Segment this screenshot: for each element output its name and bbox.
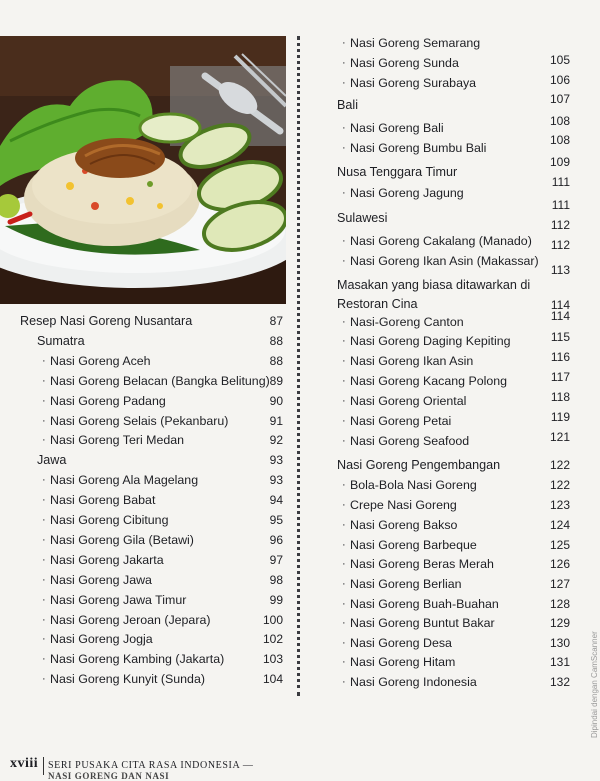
toc-entry-label: Nasi Goreng Bakso [350,518,458,532]
toc-page-number: 99 [269,592,283,607]
bullet-icon: · [342,598,346,610]
bullet-icon: · [342,37,346,49]
nasi-goreng-photo [0,36,286,304]
toc-entry-label: Nasi Goreng Indonesia [350,675,477,689]
toc-entry-label: Nasi Goreng Kunyit (Sunda) [50,672,205,687]
bullet-icon: · [342,676,346,688]
toc-page-number: 109 [549,155,570,169]
bullet-icon: · [342,122,346,134]
bullet-icon: · [42,613,46,626]
toc-entry-label: Nasi Goreng Jogja [50,632,153,647]
bullet-icon: · [342,656,346,668]
toc-page-number: 112 [550,218,570,232]
toc-page-number: 131 [549,655,570,669]
running-title: SERI PUSAKA CITA RASA INDONESIA — [48,760,254,771]
toc-page-number: 130 [549,636,570,650]
bullet-icon: · [42,573,46,586]
toc-entry-label: Nasi Goreng Desa [350,636,452,650]
toc-page-number: 114 [550,298,570,312]
toc-entry-label: Crepe Nasi Goreng [350,498,457,512]
bullet-icon: · [42,593,46,606]
toc-heading-label: Nasi Goreng Pengembangan [337,458,501,472]
toc-entry-label: Nasi Goreng Oriental [350,394,467,408]
toc-page-number: 111 [551,175,570,189]
toc-page-number: 115 [550,330,570,344]
page-number: xviii [10,756,39,771]
toc-page-number: 93 [269,453,283,468]
toc-entry-label: Nasi Goreng Buntut Bakar [350,616,495,630]
toc-entry-label: Nasi Goreng Jawa [50,572,152,587]
toc-page-number: 113 [550,263,570,277]
bullet-icon: · [42,414,46,427]
bullet-icon: · [342,187,346,199]
toc-page-number: 95 [269,513,283,527]
toc-page-number: 104 [262,672,283,687]
toc-page-number: 107 [549,92,570,106]
bullet-icon: · [342,578,346,590]
toc-entry-label: Nasi Goreng Jagung [350,186,464,200]
toc-entry-label: Nasi Goreng Jakarta [50,552,164,567]
bullet-icon: · [342,316,346,328]
toc-page-number: 100 [262,612,283,627]
bullet-icon: · [342,395,346,407]
toc-entry-label: Nasi Goreng Seafood [350,434,470,448]
bullet-icon: · [342,57,346,69]
toc-page-number: 98 [269,572,283,587]
toc-heading-label: Masakan yang biasa ditawarkan di [337,278,531,292]
toc-page-number: 116 [550,350,570,364]
bullet-icon: · [342,335,346,347]
toc-page-number: 88 [269,353,283,368]
toc-entry-label: Nasi Goreng Daging Kepiting [350,334,511,348]
bullet-icon: · [42,374,46,387]
toc-page-number: 92 [269,433,283,448]
toc-page-number: 117 [550,370,570,384]
toc-entry-label: Nasi Goreng Padang [50,393,166,408]
footer-separator [43,757,44,775]
toc-entry-label: Nasi Goreng Buah-Buahan [350,597,499,611]
toc-page-number: 90 [269,393,283,408]
toc-heading-label: Restoran Cina [337,297,418,311]
toc-page-number: 129 [549,616,570,630]
toc-entry-label: Nasi Goreng Ikan Asin [350,354,474,368]
bullet-icon: · [42,553,46,566]
bullet-icon: · [42,494,46,507]
toc-entry-label: Nasi Goreng Babat [50,493,156,508]
toc-entry-label: Nasi Goreng Belacan (Bangka Belitung) [50,373,270,388]
toc-entry-label: Nasi Goreng Teri Medan [50,433,185,448]
toc-entry-label: Bola-Bola Nasi Goreng [350,478,477,492]
toc-page-number: 87 [269,314,283,328]
toc-page-number: 102 [262,632,283,647]
bullet-icon: · [342,519,346,531]
toc-page-number: 111 [551,198,570,212]
bullet-icon: · [342,355,346,367]
bullet-icon: · [342,375,346,387]
toc-heading-label: Bali [337,98,358,112]
toc-heading-label: Resep Nasi Goreng Nusantara [20,314,193,328]
toc-entry-label: Nasi Goreng Sunda [350,56,459,70]
toc-page-number: 105 [549,53,570,67]
toc-page-number: 94 [269,493,283,508]
toc-page-number: 124 [549,518,570,532]
toc-page-number: 106 [549,73,570,87]
toc-entry-label: Nasi Goreng Kacang Polong [350,374,508,388]
toc-page-number: 103 [262,652,283,667]
bullet-icon: · [42,514,46,526]
running-title-cut: NASI GORENG DAN NASI [48,771,170,781]
bullet-icon: · [342,142,346,154]
bullet-icon: · [342,558,346,570]
toc-page-number: 96 [269,532,283,547]
toc-entry-label: Nasi-Goreng Canton [350,315,464,329]
bullet-icon: · [42,653,46,666]
toc-page-number: 108 [549,114,570,128]
bullet-icon: · [342,637,346,649]
toc-page-number: 97 [269,552,283,567]
toc-entry-label: Nasi Goreng Cibitung [50,513,169,527]
toc-page-number: 88 [269,333,283,348]
toc-entry-label: Nasi Goreng Hitam [350,655,456,669]
toc-entry-label: Nasi Goreng Petai [350,414,452,428]
toc-heading-label: Nusa Tenggara Timur [337,165,458,179]
toc-entry-label: Nasi Goreng Surabaya [350,76,477,90]
toc-entry-label: Nasi Goreng Barbeque [350,538,477,552]
bullet-icon: · [42,474,46,487]
toc-entry-label: Nasi Goreng Cakalang (Manado) [350,234,532,248]
bullet-icon: · [42,394,46,407]
toc-heading-label: Sumatra [37,333,85,348]
bullet-icon: · [42,673,46,686]
toc-entry-label: Nasi Goreng Aceh [50,353,151,368]
toc-page-number: 89 [269,373,283,388]
bullet-icon: · [42,434,46,447]
toc-entry-label: Nasi Goreng Jawa Timur [50,592,187,607]
toc-page-number: 122 [549,458,570,472]
toc-page-number: 128 [549,597,570,611]
toc-page-number: 125 [549,538,570,552]
toc-page-number: 123 [549,498,570,512]
toc-page-number: 122 [549,478,570,492]
toc-entry-label: Nasi Goreng Gila (Betawi) [50,532,194,547]
bullet-icon: · [342,77,346,89]
bullet-icon: · [42,633,46,646]
bullet-icon: · [42,354,46,367]
toc-page-number: 119 [550,410,570,424]
toc-page-number: 93 [269,473,283,488]
bullet-icon: · [342,499,346,511]
bullet-icon: · [342,255,346,267]
toc-entry-label: Nasi Goreng Selais (Pekanbaru) [50,413,229,428]
toc-page-number: 114 [550,309,570,323]
scanner-watermark: Dipindai dengan CamScanner [590,631,599,738]
toc-page-number: 127 [549,577,570,591]
toc-page-number: 126 [549,557,570,571]
bullet-icon: · [342,479,346,491]
toc-entry-label: Nasi Goreng Bumbu Bali [350,141,487,155]
toc-heading-label: Sulawesi [337,211,388,225]
toc-page-number: 121 [549,430,570,444]
toc-entry-label: Nasi Goreng Ikan Asin (Makassar) [350,254,539,268]
toc-entry-label: Nasi Goreng Ala Magelang [50,473,199,488]
bullet-icon: · [342,415,346,427]
bullet-icon: · [342,435,346,447]
bullet-icon: · [342,235,346,247]
toc-entry-label: Nasi Goreng Semarang [350,36,481,50]
toc-page-number: 118 [550,390,570,404]
bullet-icon: · [342,617,346,629]
toc-entry-label: Nasi Goreng Kambing (Jakarta) [50,652,225,667]
toc-entry-label: Nasi Goreng Beras Merah [350,557,494,571]
toc-page-number: 108 [549,133,570,147]
toc-page-number: 91 [269,413,283,428]
bullet-icon: · [42,533,46,546]
toc-entry-label: Nasi Goreng Jeroan (Jepara) [50,612,211,627]
toc-heading-label: Jawa [37,453,67,468]
toc-entry-label: Nasi Goreng Bali [350,121,444,135]
toc-page-number: 132 [549,675,570,689]
column-divider [297,36,300,696]
toc-page-number: 112 [550,238,570,252]
bullet-icon: · [342,539,346,551]
toc-entry-label: Nasi Goreng Berlian [350,577,462,591]
